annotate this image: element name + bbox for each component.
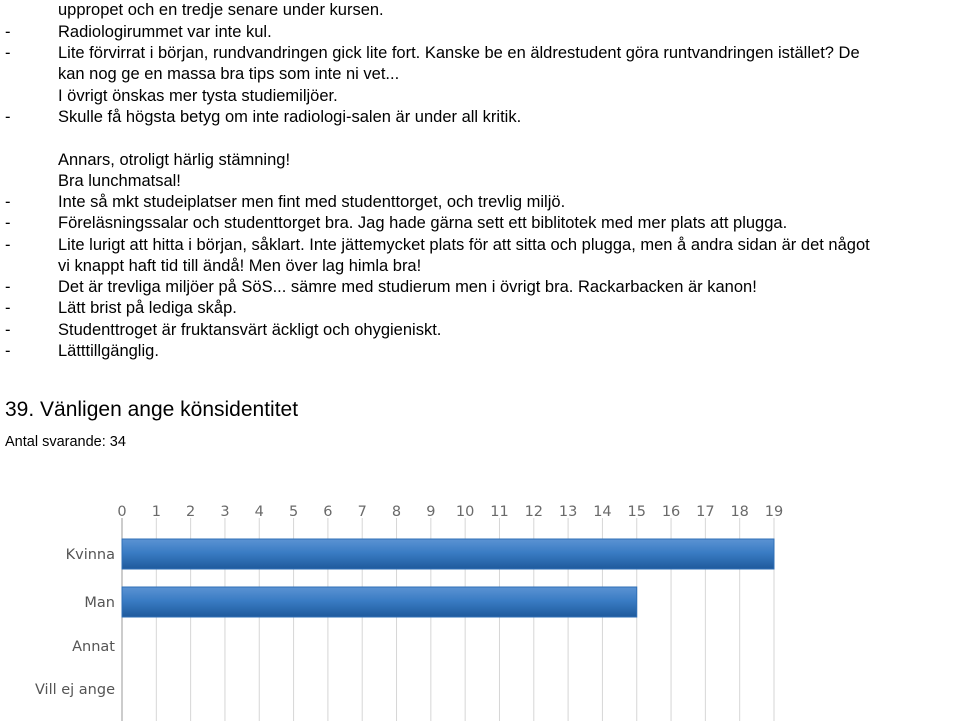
comment-text: Studenttroget är fruktansvärt äckligt och ohygieniskt. bbox=[58, 321, 442, 339]
x-tick-label: 17 bbox=[696, 504, 715, 520]
x-tick-label: 13 bbox=[558, 504, 578, 520]
comment-text: Lite lurigt att hitta i början, såklart. Inte jättemycket plats för att sitta och plugga, men å andra sidan är det något bbox=[58, 236, 870, 254]
x-tick-label: 9 bbox=[426, 504, 436, 520]
bullet-dash: - bbox=[5, 299, 11, 317]
bullet-dash: - bbox=[5, 23, 11, 41]
bullet-dash: - bbox=[5, 108, 11, 126]
comment-text: Radiologirummet var inte kul. bbox=[58, 23, 272, 41]
bullet-dash: - bbox=[5, 342, 11, 360]
bar-man bbox=[122, 587, 637, 617]
x-tick-label: 14 bbox=[593, 504, 612, 520]
x-tick-label: 8 bbox=[391, 504, 402, 520]
comment-text: Lätttillgänglig. bbox=[58, 342, 159, 360]
y-axis-categories bbox=[35, 547, 115, 698]
bar-chart bbox=[0, 495, 960, 721]
chart-bars bbox=[122, 539, 774, 617]
bullet-dash: - bbox=[5, 278, 11, 296]
comment-text: Lätt brist på lediga skåp. bbox=[58, 299, 237, 317]
x-tick-label: 4 bbox=[254, 504, 264, 520]
bullet-dash: - bbox=[5, 193, 11, 211]
comment-text: Annars, otroligt härlig stämning! bbox=[58, 151, 291, 169]
x-tick-label: 11 bbox=[490, 504, 509, 520]
bullet-dash: - bbox=[5, 321, 11, 339]
category-label: Man bbox=[84, 595, 115, 611]
x-tick-label: 16 bbox=[661, 504, 681, 520]
comment-text: vi knappt haft tid till ändå! Men över lag himla bra! bbox=[58, 257, 422, 275]
respondent-count: Antal svarande: 34 bbox=[5, 434, 126, 450]
category-label: Kvinna bbox=[65, 547, 115, 563]
bar-kvinna bbox=[122, 539, 774, 569]
comment-text: Föreläsningssalar och studenttorget bra. Jag hade gärna sett ett biblitotek med mer plats att plugga. bbox=[58, 214, 788, 232]
x-tick-label: 1 bbox=[151, 504, 161, 520]
x-tick-label: 5 bbox=[288, 504, 299, 520]
x-tick-label: 7 bbox=[357, 504, 367, 520]
x-tick-label: 3 bbox=[220, 504, 230, 520]
x-tick-label: 6 bbox=[323, 504, 333, 520]
comment-text: Bra lunchmatsal! bbox=[58, 172, 181, 190]
comment-text: Lite förvirrat i början, rundvandringen gick lite fort. Kanske be en äldrestudent göra runtvandringen istället? De bbox=[58, 44, 860, 62]
comment-text: Det är trevliga miljöer på SöS... sämre med studierum men i övrigt bra. Rackarbacken är kanon! bbox=[58, 278, 757, 296]
x-tick-label: 18 bbox=[730, 504, 749, 520]
bullet-dash: - bbox=[5, 214, 11, 232]
bullet-dash: - bbox=[5, 44, 11, 62]
x-tick-label: 19 bbox=[764, 504, 784, 520]
comment-text: Skulle få högsta betyg om inte radiologi-salen är under all kritik. bbox=[58, 108, 522, 126]
x-tick-label: 2 bbox=[186, 504, 196, 520]
comment-text: Inte så mkt studeiplatser men fint med studenttorget, och trevlig miljö. bbox=[58, 193, 566, 211]
comment-text: uppropet och en tredje senare under kursen. bbox=[58, 1, 384, 19]
x-tick-label: 0 bbox=[117, 504, 127, 520]
x-tick-label: 12 bbox=[524, 504, 544, 520]
category-label: Annat bbox=[72, 639, 115, 655]
comment-text: kan nog ge en massa bra tips som inte ni vet... bbox=[58, 65, 400, 83]
comment-text: I övrigt önskas mer tysta studiemiljöer. bbox=[58, 87, 338, 105]
x-axis-ticks bbox=[117, 504, 783, 520]
x-tick-label: 15 bbox=[627, 504, 646, 520]
category-label: Vill ej ange bbox=[34, 682, 115, 698]
question-title: 39. Vänligen ange könsidentitet bbox=[5, 398, 299, 421]
x-tick-label: 10 bbox=[455, 504, 475, 520]
bullet-dash: - bbox=[5, 236, 11, 254]
